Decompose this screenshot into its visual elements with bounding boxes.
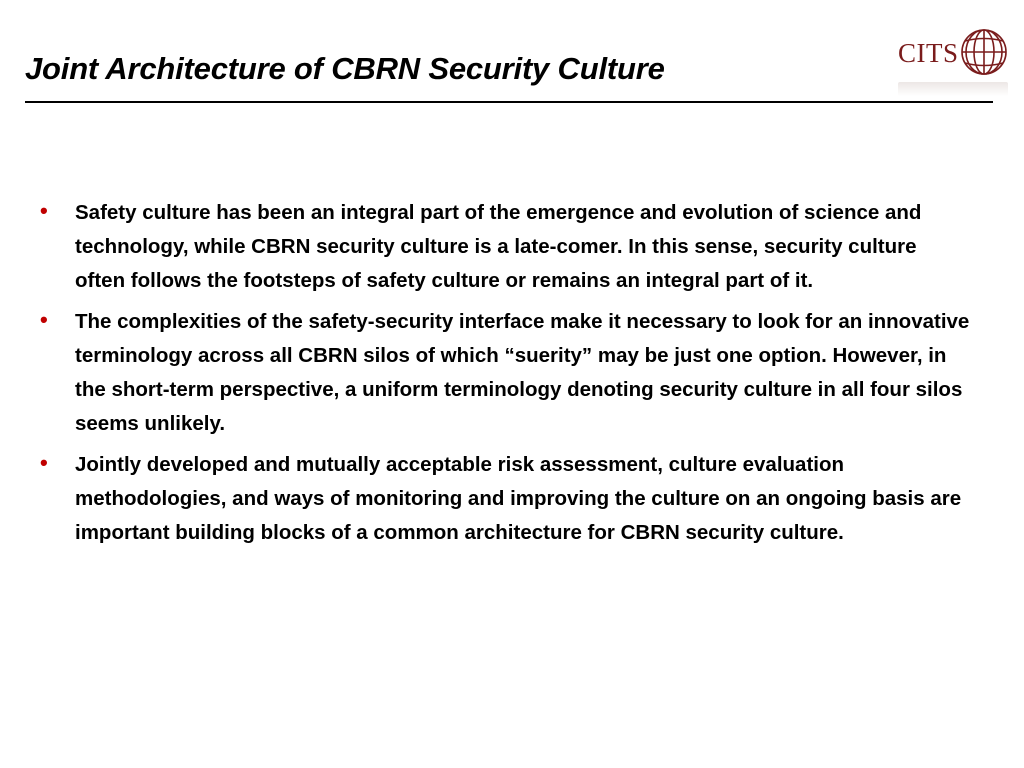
bullet-marker: • (40, 198, 48, 223)
bullet-marker: • (40, 450, 48, 475)
bullet-item (40, 448, 970, 550)
bullet-item (40, 196, 970, 298)
slide-title: Joint Architecture of CBRN Security Culture (25, 51, 665, 86)
logo-text: CITS (898, 38, 959, 68)
logo-reflection (898, 82, 1008, 96)
bullet-marker: • (40, 307, 48, 332)
cits-logo (898, 24, 1016, 98)
bullet-item (40, 305, 970, 441)
bullet-text: Jointly developed and mutually acceptable risk assessment, culture evaluation methodologies, and ways of monitoring and improving the culture on an ongoing basis are important building blocks of a common architecture for CBRN security culture. (75, 453, 962, 544)
bullet-text: The complexities of the safety-security interface make it necessary to look for an innovative terminology across all CBRN silos of which “suerity” may be just one option. However, in the short-term perspective, a uniform terminology denoting security culture in all four silos seems unlikely. (75, 310, 970, 435)
bullet-text: Safety culture has been an integral part of the emergence and evolution of science and technology, while CBRN security culture is a late-comer. In this sense, security culture often follows the footsteps of safety culture or remains an integral part of it. (75, 201, 922, 292)
bullet-list (40, 196, 970, 557)
title-underline (25, 101, 993, 103)
globe-icon (954, 24, 1014, 84)
